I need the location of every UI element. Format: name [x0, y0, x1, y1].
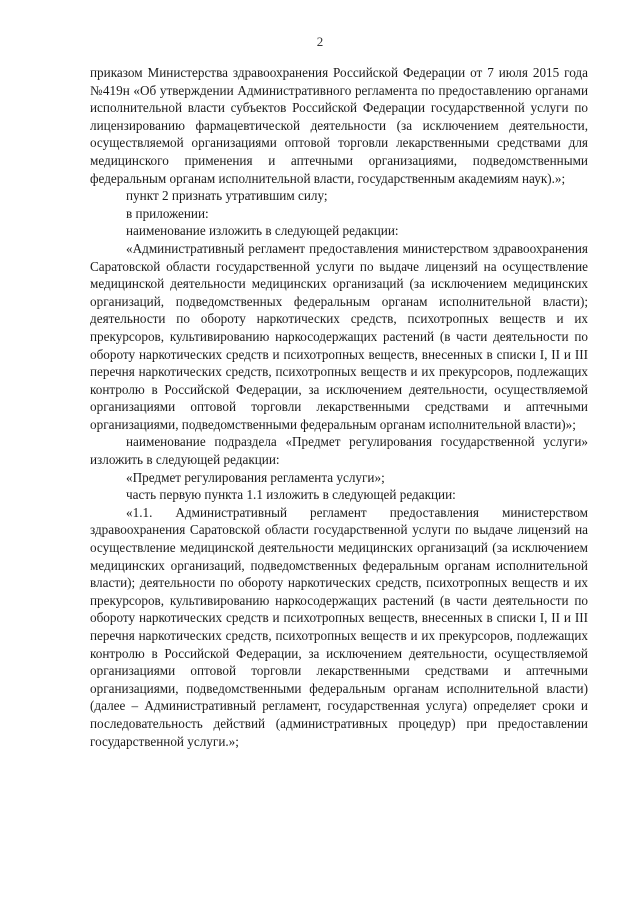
paragraph-subsection-amendment: наименование подраздела «Предмет регулирования государственной услуги» изложить в следующей редакции: [90, 434, 588, 468]
paragraph-new-title: «Административный регламент предоставления министерством здравоохранения Саратовской области государственной услуги по выдаче лицензий на осуществление медицинской деятельности медицинских организаций (за исключением медицинских организаций, подведомственных федеральным органам исполнительной власти); деятельности по обороту наркотических средств, психотропных веществ и их прекурсоров, культивированию наркосодержащих растений (в части деятельности по обороту наркотических средств и психотропных веществ, внесенных в списки I, II и III перечня наркотических средств, психотропных веществ и их прекурсоров, подлежащих контролю в Российской Федерации, за исключением деятельности, осуществляемой организациями оптовой торговли лекарственными средствами и аптечными организациями, подведомственными федеральным органам исполнительной власти)»; [90, 240, 588, 432]
paragraph-title-amendment: наименование изложить в следующей редакции: [126, 223, 399, 239]
paragraph-clause-2-repeal: пункт 2 признать утратившим силу; [126, 188, 328, 204]
paragraph-order-reference: приказом Министерства здравоохранения Российской Федерации от 7 июля 2015 года №419н «Об утверждении Административного регламента по предоставлению органами исполнительной власти субъектов Российской Федерации государственной услуги по лицензированию фармацевтической деятельности (за исключением деятельности, осуществляемой организациями оптовой торговли лекарственными средствами для медицинского применения и аптечными организациями, подведомственными федеральным органам исполнительной власти, государственным академиям наук).»; [90, 65, 588, 186]
paragraph-clause-1-1-text: «1.1. Административный регламент предоставления министерством здравоохранения Саратовской области государственной услуги по выдаче лицензий на осуществление медицинской деятельности медицинских организаций (за исключением медицинских организаций, подведомственных федеральным органам исполнительной власти); деятельности по обороту наркотических средств, психотропных веществ и их прекурсоров, культивированию наркосодержащих растений (в части деятельности по обороту наркотических средств и психотропных веществ, внесенных в списки I, II и III перечня наркотических средств, психотропных веществ и их прекурсоров, подлежащих контролю в Российской Федерации, за исключением деятельности, осуществляемой организациями оптовой торговли лекарственными средствами и аптечными организациями, подведомственными федеральным органам исполнительной власти) (далее – Административный регламент, государственная услуга) определяет сроки и последовательность действий (административных процедур) при предоставлении государственной услуги.»; [90, 504, 588, 749]
paragraph-in-appendix: в приложении: [126, 205, 209, 221]
paragraph-clause-1-1-amendment: часть первую пункта 1.1 изложить в следующей редакции: [126, 487, 456, 503]
document-body [90, 64, 588, 750]
paragraph-new-subsection-title: «Предмет регулирования регламента услуги»; [126, 469, 385, 485]
page-number: 2 [316, 34, 324, 49]
